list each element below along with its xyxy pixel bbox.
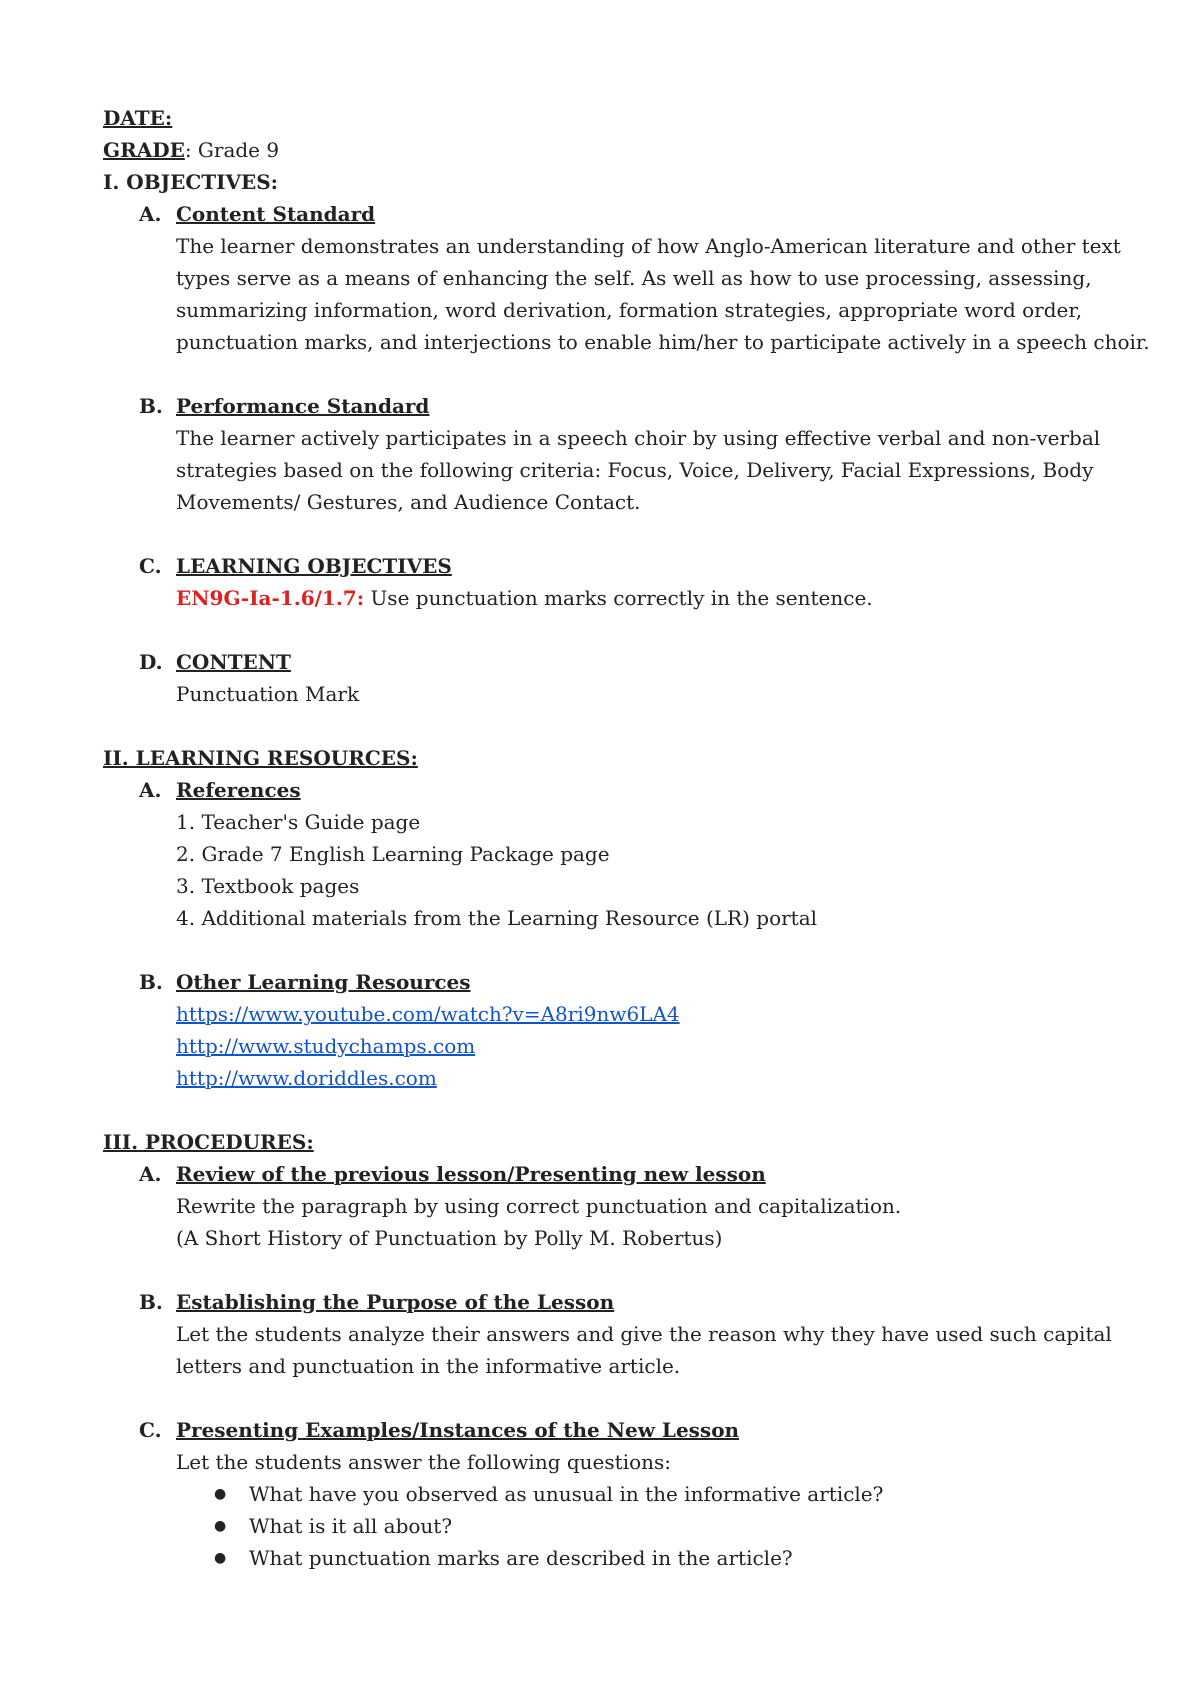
section-letter: B. [139, 394, 163, 418]
purpose-line: letters and punctuation in the informative article. [176, 1354, 681, 1378]
examples-intro: Let the students answer the following questions: [176, 1450, 672, 1474]
grade-value: : Grade 9 [184, 138, 280, 162]
purpose-title: Establishing the Purpose of the Lesson [176, 1290, 615, 1314]
question-text: What have you observed as unusual in the informative article? [249, 1482, 884, 1506]
learning-objective-text: Use punctuation marks correctly in the sentence. [364, 586, 873, 610]
review-title: Review of the previous lesson/Presenting new lesson [176, 1162, 766, 1186]
performance-standard-line: The learner actively participates in a speech choir by using effective verbal and non-verbal [176, 426, 1101, 450]
section-letter: B. [139, 970, 163, 994]
examples-section [103, 1414, 1103, 1574]
procedures-heading: III. PROCEDURES: [103, 1130, 314, 1154]
content-standard-title: Content Standard [176, 202, 376, 226]
review-line: Rewrite the paragraph by using correct punctuation and capitalization. [176, 1194, 902, 1218]
section-letter: A. [139, 1162, 162, 1186]
other-resources-title: Other Learning Resources [176, 970, 471, 994]
learning-objective-line [176, 582, 1103, 614]
purpose-line: Let the students analyze their answers and give the reason why they have used such capital [176, 1322, 1112, 1346]
lesson-plan [103, 102, 1150, 1574]
bullet-icon: ● [214, 1550, 227, 1566]
learning-objectives-section [103, 550, 1103, 614]
resources-heading: II. LEARNING RESOURCES: [103, 746, 418, 770]
performance-standard-line: Movements/ Gestures, and Audience Contact. [176, 490, 641, 514]
content-standard-line: The learner demonstrates an understanding of how Anglo-American literature and other text [176, 234, 1121, 258]
section-letter: A. [139, 778, 162, 802]
question-list [176, 1478, 1103, 1574]
references-title: References [176, 778, 301, 802]
content-standard-line: summarizing information, word derivation, formation strategies, appropriate word order, [176, 298, 1083, 322]
question-text: What is it all about? [249, 1514, 453, 1538]
other-resources-section [103, 966, 1103, 1094]
content-standard-line: types serve as a means of enhancing the self. As well as how to use processing, assessing, [176, 266, 1092, 290]
bullet-icon: ● [214, 1486, 227, 1502]
content-title: CONTENT [176, 650, 291, 674]
competency-code: EN9G-Ia-1.6/1.7: [176, 586, 365, 610]
grade-label: GRADE [103, 138, 185, 162]
reference-item: 2. Grade 7 English Learning Package page [176, 842, 610, 866]
performance-standard-line: strategies based on the following criteria: Focus, Voice, Delivery, Facial Expressions, Body [176, 458, 1094, 482]
content-text: Punctuation Mark [176, 682, 360, 706]
reference-item: 1. Teacher's Guide page [176, 810, 421, 834]
date-label: DATE: [103, 106, 173, 130]
list-item [214, 1542, 1103, 1574]
doriddles-link[interactable]: http://www.doriddles.com [176, 1066, 437, 1090]
performance-standard-title: Performance Standard [176, 394, 430, 418]
content-standard-line: punctuation marks, and interjections to enable him/her to participate actively in a speech choir. [176, 330, 1150, 354]
section-letter: D. [139, 650, 163, 674]
reference-item: 4. Additional materials from the Learning Resource (LR) portal [176, 906, 818, 930]
section-letter: C. [139, 554, 162, 578]
grade-line [103, 134, 1103, 166]
objectives-heading: I. OBJECTIVES: [103, 170, 279, 194]
reference-item: 3. Textbook pages [176, 874, 360, 898]
content-section [103, 646, 1103, 710]
bullet-icon: ● [214, 1518, 227, 1534]
list-item [214, 1478, 1103, 1510]
studychamps-link[interactable]: http://www.studychamps.com [176, 1034, 476, 1058]
list-item [214, 1510, 1103, 1542]
question-text: What punctuation marks are described in the article? [249, 1546, 793, 1570]
youtube-link[interactable]: https://www.youtube.com/watch?v=A8ri9nw6LA4 [176, 1002, 680, 1026]
section-letter: A. [139, 202, 162, 226]
references-section [103, 774, 1103, 934]
purpose-section [103, 1286, 1112, 1382]
performance-standard-section [103, 390, 1103, 518]
date-line [103, 102, 1103, 134]
learning-objectives-title: LEARNING OBJECTIVES [176, 554, 452, 578]
section-letter: C. [139, 1418, 162, 1442]
review-line: (A Short History of Punctuation by Polly M. Robertus) [176, 1226, 723, 1250]
review-section [103, 1158, 1103, 1254]
section-letter: B. [139, 1290, 163, 1314]
content-standard-section [103, 198, 1150, 358]
examples-title: Presenting Examples/Instances of the New Lesson [176, 1418, 740, 1442]
